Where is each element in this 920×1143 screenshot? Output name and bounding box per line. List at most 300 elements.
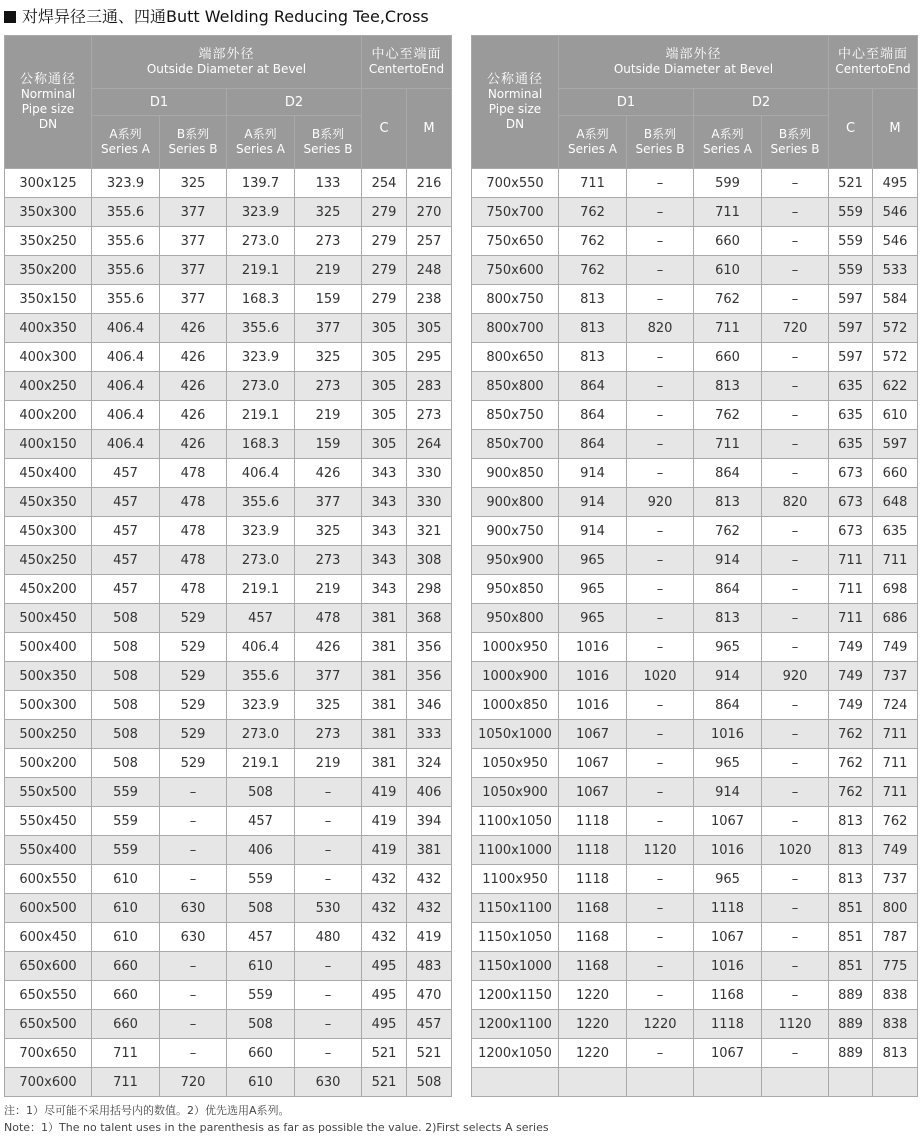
cell-dn: 1200x1050 (472, 1039, 559, 1068)
cell-dn: 1150x1000 (472, 952, 559, 981)
cell-d2-b: – (762, 952, 829, 981)
table-row (5, 981, 452, 1010)
cell-m: 762 (873, 807, 918, 836)
header-d1-series-a: A系列 Series A (559, 116, 627, 169)
cell-d1-b: – (627, 952, 694, 981)
cell-d1-a: 1220 (559, 1010, 627, 1039)
table-row (5, 749, 452, 778)
cell-c: 597 (829, 343, 873, 372)
cell-d2-a: 813 (694, 488, 762, 517)
cell-d2-b: 219 (295, 749, 362, 778)
cell-dn: 350x300 (5, 198, 92, 227)
cell-dn: 650x550 (5, 981, 92, 1010)
cell-m: 270 (407, 198, 452, 227)
page-title (4, 4, 429, 30)
cell-dn: 1000x850 (472, 691, 559, 720)
cell-m (873, 1068, 918, 1097)
cell-dn: 400x300 (5, 343, 92, 372)
cell-c: 851 (829, 923, 873, 952)
cell-m: 737 (873, 662, 918, 691)
cell-c: 673 (829, 517, 873, 546)
cell-d1-a: 1118 (559, 836, 627, 865)
cell-c: 495 (362, 981, 407, 1010)
cell-m: 724 (873, 691, 918, 720)
cell-m: 711 (873, 749, 918, 778)
cell-d2-a: 813 (694, 604, 762, 633)
cell-d2-a: 508 (227, 778, 295, 807)
cell-d1-a: 1168 (559, 923, 627, 952)
cell-d1-a: 406.4 (92, 401, 160, 430)
table-row (5, 952, 452, 981)
table-row (5, 691, 452, 720)
cell-c: 432 (362, 923, 407, 952)
header-d1-series-b: B系列 Series B (160, 116, 227, 169)
cell-d2-b: – (762, 981, 829, 1010)
cell-d2-b: – (762, 865, 829, 894)
cell-d2-b: – (762, 343, 829, 372)
cell-c: 749 (829, 691, 873, 720)
table-row (472, 807, 918, 836)
table-row (5, 807, 452, 836)
cell-d1-a: 864 (559, 430, 627, 459)
table-row (5, 604, 452, 633)
cell-d2-b: 1120 (762, 1010, 829, 1039)
cell-d2-a: 355.6 (227, 314, 295, 343)
table-row (472, 227, 918, 256)
cell-d1-a: 1220 (559, 1039, 627, 1068)
cell-dn: 950x900 (472, 546, 559, 575)
footnote-en: Note：1）The no talent uses in the parenthesis as far as possible the value. 2)First selects A series (4, 1121, 549, 1134)
cell-d1-b (627, 1068, 694, 1097)
cell-d1-a: 1016 (559, 662, 627, 691)
page-title-text: 对焊异径三通、四通Butt Welding Reducing Tee,Cross (22, 7, 429, 26)
cell-d2-a: 1067 (694, 923, 762, 952)
cell-c: 305 (362, 430, 407, 459)
cell-d2-b: – (762, 285, 829, 314)
cell-d1-a: 1067 (559, 720, 627, 749)
cell-c: 381 (362, 749, 407, 778)
cell-dn: 1100x1000 (472, 836, 559, 865)
cell-d1-b: – (627, 575, 694, 604)
header-d1-series-a: A系列 Series A (92, 116, 160, 169)
cell-dn: 350x200 (5, 256, 92, 285)
cell-d1-a: 1168 (559, 894, 627, 923)
cell-c: 673 (829, 459, 873, 488)
cell-m: 257 (407, 227, 452, 256)
table-row (472, 430, 918, 459)
cell-d1-b: – (627, 256, 694, 285)
cell-d2-b: 1020 (762, 836, 829, 865)
cell-d2-a: 457 (227, 923, 295, 952)
table-row (472, 314, 918, 343)
cell-d2-a: 219.1 (227, 401, 295, 430)
cell-dn: 800x650 (472, 343, 559, 372)
cell-d1-b: – (160, 952, 227, 981)
cell-d2-b: – (762, 720, 829, 749)
cell-d2-a: 273.0 (227, 546, 295, 575)
cell-d1-b: 377 (160, 227, 227, 256)
cell-d2-a: 864 (694, 691, 762, 720)
cell-d2-a: 864 (694, 459, 762, 488)
cell-dn: 1150x1100 (472, 894, 559, 923)
cell-d1-a: 1067 (559, 778, 627, 807)
cell-d1-b: – (160, 1039, 227, 1068)
header-outside-diameter: 端部外径 Outside Diameter at Bevel (559, 36, 829, 89)
cell-d2-b: 920 (762, 662, 829, 691)
cell-d1-a: 965 (559, 575, 627, 604)
cell-m: 749 (873, 633, 918, 662)
table-row (472, 865, 918, 894)
cell-d1-a: 711 (92, 1039, 160, 1068)
cell-d2-b: – (762, 749, 829, 778)
cell-dn: 1150x1050 (472, 923, 559, 952)
cell-d1-a: 1118 (559, 865, 627, 894)
cell-d2-b: 377 (295, 314, 362, 343)
cell-m: 838 (873, 1010, 918, 1039)
cell-c: 749 (829, 662, 873, 691)
cell-d2-b: 273 (295, 372, 362, 401)
cell-d2-a: 168.3 (227, 430, 295, 459)
footnote-cn: 注：1）尽可能不采用括号内的数值。2）优先选用A系列。 (4, 1104, 290, 1117)
cell-d1-b: 1020 (627, 662, 694, 691)
cell-dn: 650x600 (5, 952, 92, 981)
cell-dn: 500x300 (5, 691, 92, 720)
header-outside-diameter: 端部外径 Outside Diameter at Bevel (92, 36, 362, 89)
cell-d2-a: 660 (694, 343, 762, 372)
cell-dn: 850x700 (472, 430, 559, 459)
cell-d2-a: 273.0 (227, 227, 295, 256)
cell-c: 305 (362, 372, 407, 401)
cell-dn: 1050x900 (472, 778, 559, 807)
table-row (5, 517, 452, 546)
cell-d1-b: 478 (160, 546, 227, 575)
cell-d1-b: – (160, 807, 227, 836)
cell-c: 762 (829, 749, 873, 778)
table-row (472, 256, 918, 285)
cell-d1-b: – (627, 749, 694, 778)
cell-d1-a: 610 (92, 894, 160, 923)
cell-d1-b: 325 (160, 169, 227, 198)
cell-c: 254 (362, 169, 407, 198)
cell-d1-b: – (627, 981, 694, 1010)
cell-dn: 500x400 (5, 633, 92, 662)
cell-d1-b: – (627, 343, 694, 372)
cell-d1-a: 762 (559, 256, 627, 285)
cell-c: 343 (362, 459, 407, 488)
cell-c: 343 (362, 546, 407, 575)
cell-m: 508 (407, 1068, 452, 1097)
cell-c: 559 (829, 227, 873, 256)
cell-d2-b: – (762, 256, 829, 285)
cell-c: 305 (362, 314, 407, 343)
cell-d1-b: 820 (627, 314, 694, 343)
cell-d2-b: – (762, 169, 829, 198)
cell-d1-a: 1118 (559, 807, 627, 836)
cell-d2-a: 355.6 (227, 488, 295, 517)
header-m: M (873, 89, 918, 169)
table-row (472, 169, 918, 198)
table-row (5, 256, 452, 285)
cell-d1-b: 529 (160, 749, 227, 778)
cell-d1-a: 406.4 (92, 314, 160, 343)
cell-d2-b: 219 (295, 575, 362, 604)
cell-dn: 300x125 (5, 169, 92, 198)
cell-d2-a: 508 (227, 1010, 295, 1039)
cell-d1-a: 457 (92, 517, 160, 546)
cell-d1-b: – (627, 546, 694, 575)
cell-d2-a: 711 (694, 198, 762, 227)
cell-d2-b: 159 (295, 430, 362, 459)
cell-d2-a: 914 (694, 546, 762, 575)
cell-d2-b: 630 (295, 1068, 362, 1097)
cell-dn: 400x150 (5, 430, 92, 459)
cell-d2-a: 1118 (694, 1010, 762, 1039)
cell-d2-b: – (762, 923, 829, 952)
table-row (5, 633, 452, 662)
cell-d2-a: 762 (694, 401, 762, 430)
cell-d2-b: 273 (295, 227, 362, 256)
cell-d1-a: 864 (559, 401, 627, 430)
cell-m: 495 (873, 169, 918, 198)
table-row (472, 285, 918, 314)
cell-c: 279 (362, 227, 407, 256)
cell-d2-a: 355.6 (227, 662, 295, 691)
cell-dn: 550x400 (5, 836, 92, 865)
cell-d2-a: 1016 (694, 720, 762, 749)
cell-d1-a: 323.9 (92, 169, 160, 198)
cell-c: 343 (362, 517, 407, 546)
cell-d1-b: 720 (160, 1068, 227, 1097)
cell-c: 495 (362, 1010, 407, 1039)
table-row (5, 546, 452, 575)
cell-d2-a: 660 (694, 227, 762, 256)
cell-c: 381 (362, 691, 407, 720)
cell-c: 279 (362, 256, 407, 285)
table-row (472, 1010, 918, 1039)
cell-d2-b: 377 (295, 488, 362, 517)
cell-dn: 750x650 (472, 227, 559, 256)
cell-d2-b: – (295, 778, 362, 807)
cell-d2-b: – (295, 865, 362, 894)
cell-d2-b: 480 (295, 923, 362, 952)
cell-d2-b: – (762, 372, 829, 401)
cell-d2-b: – (762, 517, 829, 546)
cell-d2-a: 508 (227, 894, 295, 923)
cell-c: 597 (829, 285, 873, 314)
cell-d1-a: 1016 (559, 691, 627, 720)
cell-d2-a: 273.0 (227, 372, 295, 401)
cell-c: 305 (362, 343, 407, 372)
cell-c: 673 (829, 488, 873, 517)
cell-d1-b: – (160, 981, 227, 1010)
cell-d2-a: 457 (227, 807, 295, 836)
cell-d1-b: – (627, 923, 694, 952)
header-d1: D1 (92, 89, 227, 116)
cell-d1-b: 426 (160, 314, 227, 343)
cell-d1-b: – (627, 691, 694, 720)
cell-d1-b: 478 (160, 459, 227, 488)
cell-m: 787 (873, 923, 918, 952)
cell-m: 597 (873, 430, 918, 459)
cell-d2-b: – (762, 807, 829, 836)
cell-m: 356 (407, 662, 452, 691)
cell-d1-a: 355.6 (92, 285, 160, 314)
table-row (472, 720, 918, 749)
cell-d1-b: 630 (160, 894, 227, 923)
cell-c: 597 (829, 314, 873, 343)
table-row (472, 343, 918, 372)
cell-m: 813 (873, 1039, 918, 1068)
table-row (5, 1039, 452, 1068)
cell-m: 584 (873, 285, 918, 314)
cell-d2-b: 720 (762, 314, 829, 343)
cell-c: 279 (362, 285, 407, 314)
cell-d2-b: 426 (295, 459, 362, 488)
cell-dn: 750x700 (472, 198, 559, 227)
cell-d1-a: 711 (559, 169, 627, 198)
cell-d2-b: 325 (295, 198, 362, 227)
cell-d2-b: – (762, 575, 829, 604)
cell-d1-a: 813 (559, 314, 627, 343)
cell-m: 610 (873, 401, 918, 430)
cell-dn: 1050x950 (472, 749, 559, 778)
cell-d1-b: – (627, 1039, 694, 1068)
cell-d2-a: 457 (227, 604, 295, 633)
table-row (5, 488, 452, 517)
cell-dn: 900x750 (472, 517, 559, 546)
cell-m: 470 (407, 981, 452, 1010)
cell-m: 346 (407, 691, 452, 720)
cell-dn: 950x850 (472, 575, 559, 604)
cell-d2-b: – (762, 459, 829, 488)
cell-d1-b: – (160, 836, 227, 865)
table-row (472, 198, 918, 227)
cell-c: 635 (829, 430, 873, 459)
cell-m: 432 (407, 894, 452, 923)
table-row (5, 169, 452, 198)
cell-d1-b: – (160, 778, 227, 807)
table-row (472, 517, 918, 546)
table-row (5, 865, 452, 894)
cell-c: 889 (829, 1039, 873, 1068)
cell-d1-a: 1016 (559, 633, 627, 662)
table-row (5, 372, 452, 401)
cell-m: 533 (873, 256, 918, 285)
cell-d2-b: – (295, 981, 362, 1010)
dimension-table-right (471, 35, 918, 1097)
table-row (472, 546, 918, 575)
cell-m: 419 (407, 923, 452, 952)
cell-m: 324 (407, 749, 452, 778)
cell-dn (472, 1068, 559, 1097)
table-row (472, 981, 918, 1010)
header-d1-series-b: B系列 Series B (627, 116, 694, 169)
cell-dn: 450x300 (5, 517, 92, 546)
cell-c: 419 (362, 807, 407, 836)
cell-c: 419 (362, 778, 407, 807)
cell-d1-b: 426 (160, 401, 227, 430)
cell-c: 813 (829, 836, 873, 865)
header-c: C (829, 89, 873, 169)
cell-m: 546 (873, 227, 918, 256)
cell-dn: 800x750 (472, 285, 559, 314)
cell-d1-a: 457 (92, 546, 160, 575)
cell-d1-a: 813 (559, 343, 627, 372)
cell-c: 559 (829, 256, 873, 285)
cell-dn: 450x400 (5, 459, 92, 488)
cell-c: 813 (829, 807, 873, 836)
cell-d2-b: 325 (295, 691, 362, 720)
cell-d1-b: 478 (160, 575, 227, 604)
cell-m: 711 (873, 720, 918, 749)
cell-d1-b: 529 (160, 604, 227, 633)
cell-dn: 350x250 (5, 227, 92, 256)
cell-m: 238 (407, 285, 452, 314)
header-d2-series-b: B系列 Series B (295, 116, 362, 169)
cell-m: 635 (873, 517, 918, 546)
cell-d2-a: 965 (694, 633, 762, 662)
header-d2-series-a: A系列 Series A (227, 116, 295, 169)
table-row (472, 1068, 918, 1097)
cell-d1-b: – (627, 865, 694, 894)
cell-dn: 1200x1100 (472, 1010, 559, 1039)
cell-d2-a: 599 (694, 169, 762, 198)
cell-d2-b: – (762, 401, 829, 430)
cell-d1-a: 864 (559, 372, 627, 401)
cell-c: 813 (829, 865, 873, 894)
cell-c: 381 (362, 720, 407, 749)
cell-d2-b: 133 (295, 169, 362, 198)
cell-d1-a: 406.4 (92, 372, 160, 401)
cell-m: 298 (407, 575, 452, 604)
cell-dn: 400x350 (5, 314, 92, 343)
cell-dn: 700x550 (472, 169, 559, 198)
table-row (5, 198, 452, 227)
cell-d2-b: 377 (295, 662, 362, 691)
cell-m: 321 (407, 517, 452, 546)
cell-d2-a: 762 (694, 517, 762, 546)
cell-d1-a: 660 (92, 981, 160, 1010)
cell-d2-b: – (762, 691, 829, 720)
table-row (472, 778, 918, 807)
cell-d1-b: – (627, 517, 694, 546)
table-row (472, 691, 918, 720)
cell-m: 295 (407, 343, 452, 372)
cell-c: 521 (362, 1039, 407, 1068)
cell-m: 698 (873, 575, 918, 604)
table-row (5, 227, 452, 256)
table-row (5, 430, 452, 459)
cell-dn: 400x200 (5, 401, 92, 430)
cell-d1-a: 508 (92, 749, 160, 778)
cell-dn: 1200x1150 (472, 981, 559, 1010)
cell-dn: 500x200 (5, 749, 92, 778)
table-row (472, 662, 918, 691)
cell-m: 333 (407, 720, 452, 749)
cell-d2-b: – (295, 807, 362, 836)
cell-d2-b: 820 (762, 488, 829, 517)
cell-dn: 1100x1050 (472, 807, 559, 836)
cell-dn: 700x650 (5, 1039, 92, 1068)
cell-d2-a: 323.9 (227, 343, 295, 372)
cell-c: 635 (829, 372, 873, 401)
cell-d1-b: – (627, 604, 694, 633)
cell-d2-b: 159 (295, 285, 362, 314)
table-row (472, 894, 918, 923)
cell-d1-a: 610 (92, 923, 160, 952)
cell-dn: 1000x900 (472, 662, 559, 691)
cell-d1-b: – (627, 720, 694, 749)
